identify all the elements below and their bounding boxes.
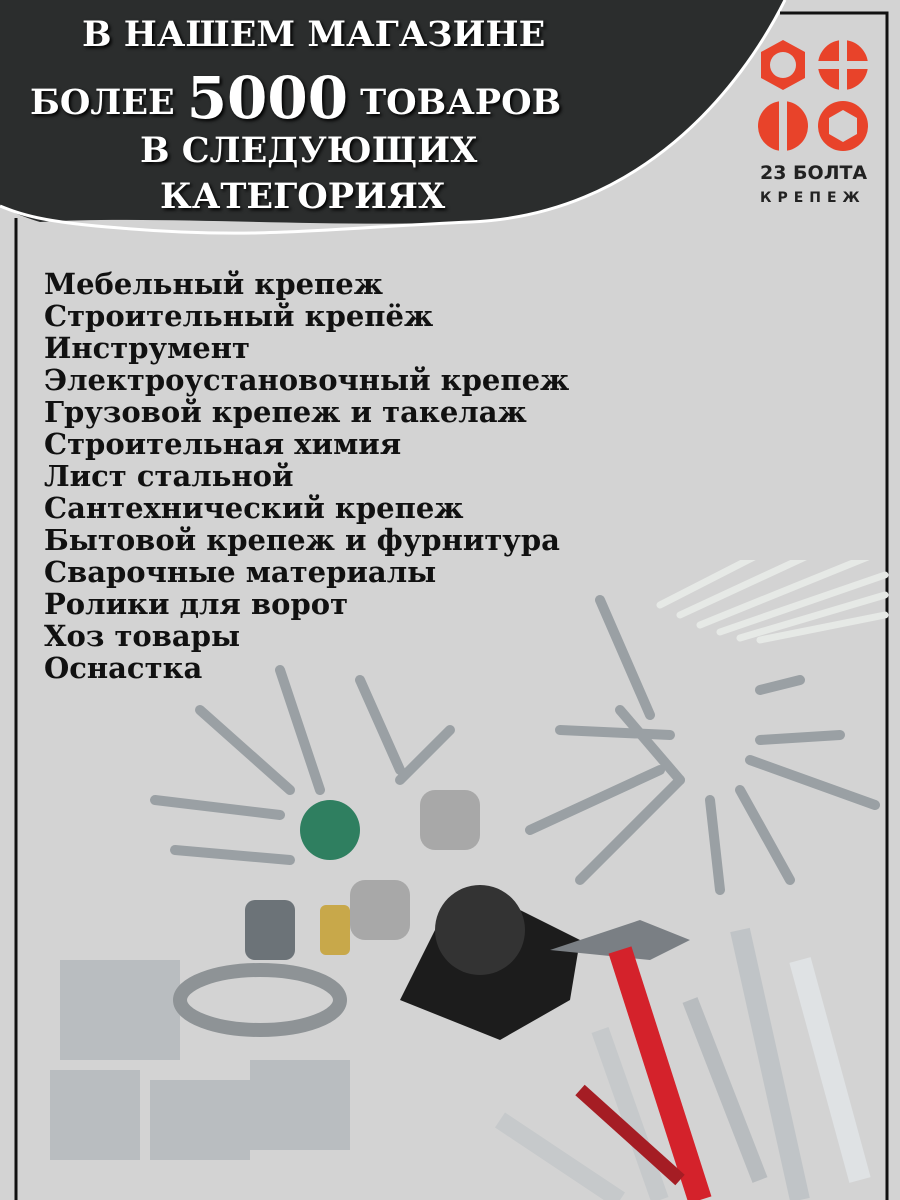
header-line-3: В СЛЕДУЮЩИХ — [140, 130, 478, 171]
welding-electrodes-image — [660, 560, 885, 640]
category-item: Лист стальной — [44, 459, 294, 493]
header-line-4: КАТЕГОРИЯХ — [160, 176, 446, 217]
category-item: Сантехнический крепеж — [44, 491, 464, 525]
category-item: Электроустановочный крепеж — [44, 363, 570, 397]
logo-icon — [755, 38, 870, 153]
category-item: Хоз товары — [44, 619, 241, 653]
category-item: Мебельный крепеж — [44, 267, 384, 301]
product-count: 5000 — [186, 64, 349, 132]
products-collage — [0, 560, 900, 1200]
category-item: Инструмент — [44, 331, 250, 365]
fasteners-image — [155, 600, 875, 890]
category-item: Строительный крепёж — [44, 299, 434, 333]
category-item: Бытовой крепеж и фурнитура — [44, 523, 560, 557]
category-item: Оснастка — [44, 651, 203, 685]
header-line-1: В НАШЕМ МАГАЗИНЕ — [82, 14, 546, 55]
mounting-brackets-image — [50, 960, 350, 1160]
header-line-2 — [30, 64, 561, 132]
green-dowels-image — [300, 800, 360, 860]
logo-subtitle: КРЕПЕЖ — [760, 190, 866, 206]
category-item: Строительная химия — [44, 427, 402, 461]
header-line-2-post: ТОВАРОВ — [360, 82, 562, 123]
category-item: Грузовой крепеж и такелаж — [44, 395, 527, 429]
category-item: Ролики для ворот — [44, 587, 349, 621]
category-item: Сварочные материалы — [44, 555, 437, 589]
logo-name: 23 БОЛТА — [760, 162, 868, 184]
header-line-2-pre: БОЛЕЕ — [30, 82, 175, 123]
gate-roller-image — [400, 885, 580, 1040]
